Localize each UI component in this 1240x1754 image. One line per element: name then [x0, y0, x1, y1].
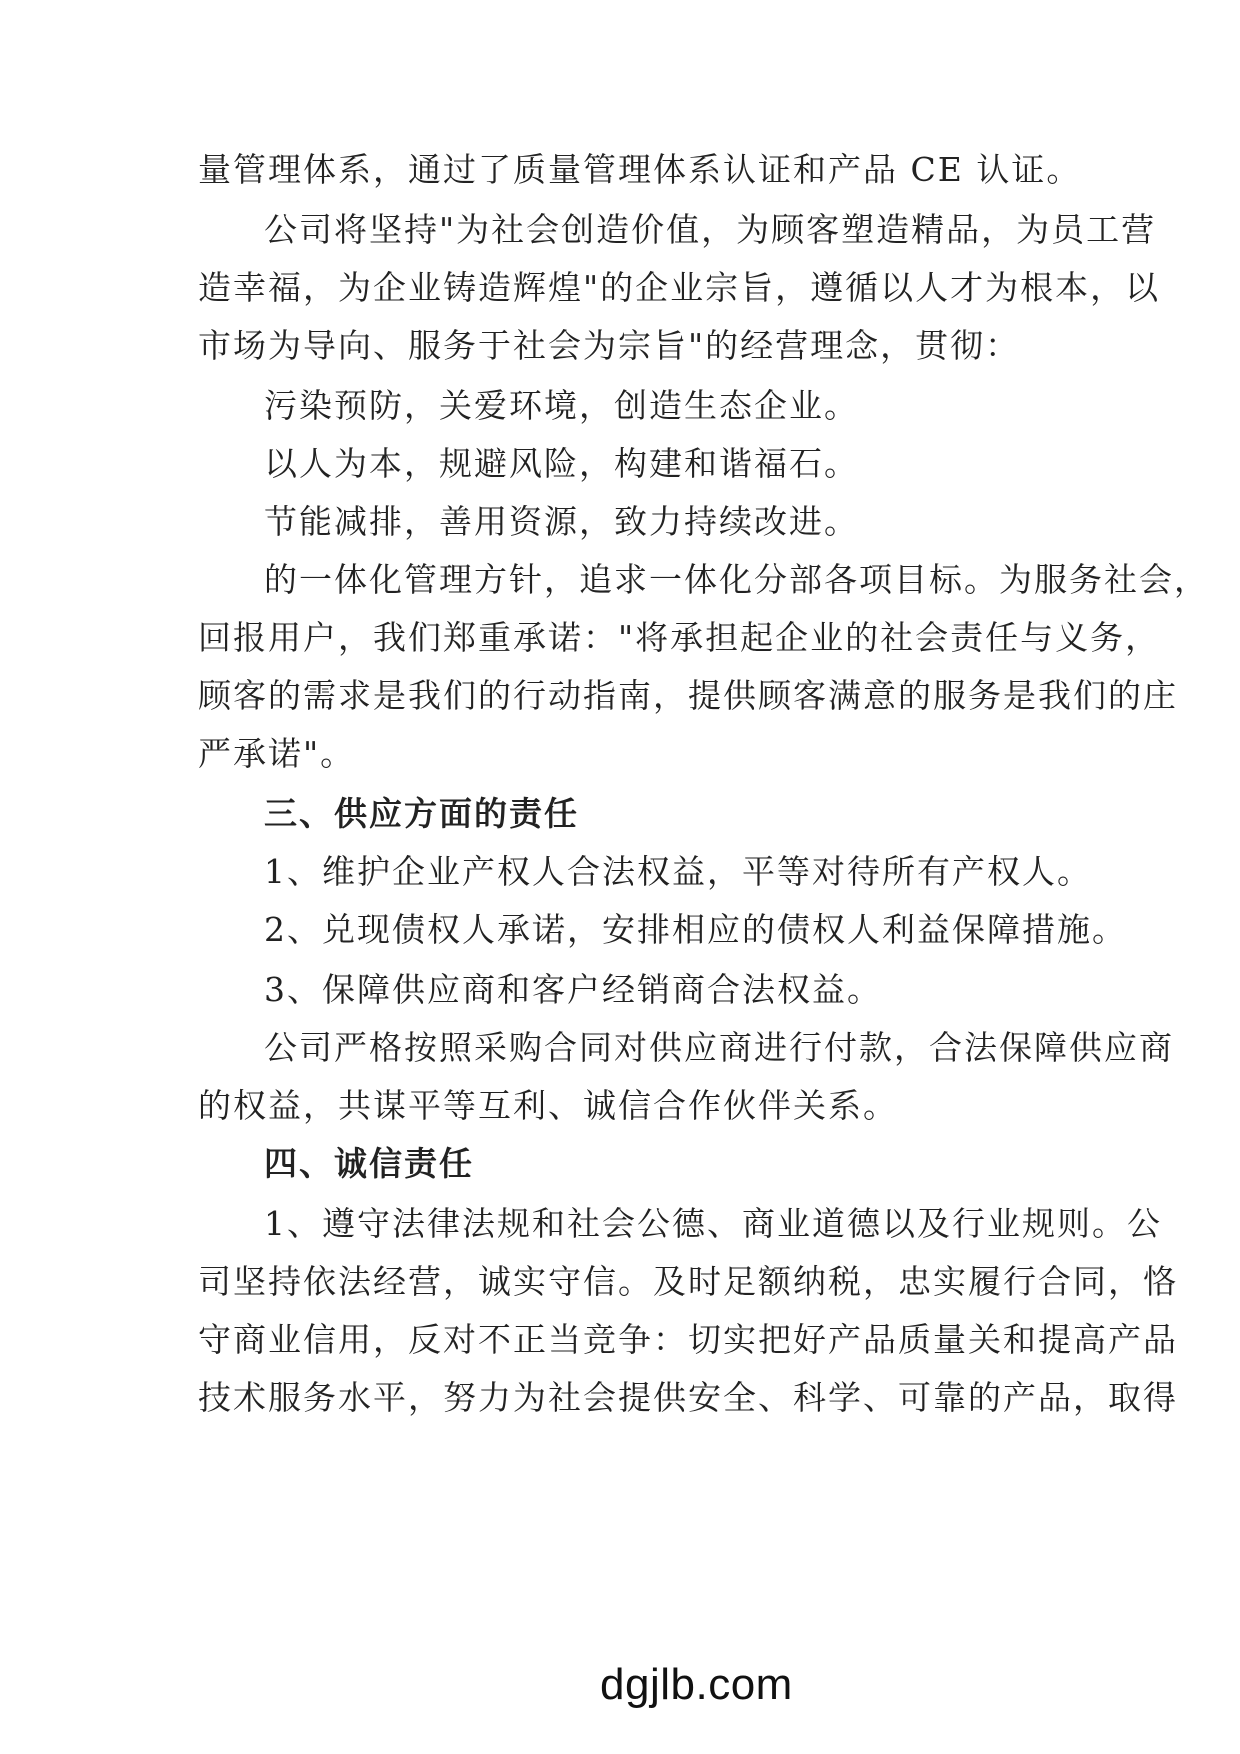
paragraph-line: 以人为本，规避风险，构建和谐福石。: [264, 444, 859, 483]
paragraph-line: 的一体化管理方针，追求一体化分部各项目标。为服务社会，: [264, 560, 1209, 599]
paragraph-line: 技术服务水平，努力为社会提供安全、科学、可靠的产品，取得: [198, 1378, 1178, 1417]
paragraph-line: 节能减排，善用资源，致力持续改进。: [264, 502, 859, 541]
paragraph-line: 回报用户，我们郑重承诺："将承担起企业的社会责任与义务，: [198, 618, 1161, 657]
section-heading: 三、供应方面的责任: [264, 794, 579, 833]
list-item: 3、保障供应商和客户经销商合法权益。: [264, 970, 882, 1009]
list-item: 1、遵守法律法规和社会公德、商业道德以及行业规则。公: [264, 1204, 1162, 1243]
paragraph-line: 顾客的需求是我们的行动指南，提供顾客满意的服务是我们的庄: [198, 676, 1178, 715]
list-item: 2、兑现债权人承诺，安排相应的债权人利益保障措施。: [264, 910, 1127, 949]
paragraph-line: 造幸福，为企业铸造辉煌"的企业宗旨，遵循以人才为根本，以: [198, 268, 1161, 307]
paragraph-line: 司坚持依法经营，诚实守信。及时足额纳税，忠实履行合同，恪: [198, 1262, 1178, 1301]
section-heading: 四、诚信责任: [264, 1144, 474, 1183]
paragraph-line: 严承诺"。: [198, 734, 356, 773]
paragraph-line: 的权益，共谋平等互利、诚信合作伙伴关系。: [198, 1086, 898, 1125]
paragraph-line: 公司严格按照采购合同对供应商进行付款，合法保障供应商: [264, 1028, 1174, 1067]
site-watermark: dgjlb.com: [600, 1660, 793, 1709]
paragraph-line: 污染预防，关爱环境，创造生态企业。: [264, 386, 859, 425]
paragraph-line: 公司将坚持"为社会创造价值，为顾客塑造精品，为员工营: [264, 210, 1157, 249]
list-item: 1、维护企业产权人合法权益，平等对待所有产权人。: [264, 852, 1092, 891]
paragraph-line: 守商业信用，反对不正当竞争：切实把好产品质量关和提高产品: [198, 1320, 1178, 1359]
paragraph-line: 量管理体系，通过了质量管理体系认证和产品 CE 认证。: [198, 150, 1082, 189]
paragraph-line: 市场为导向、服务于社会为宗旨"的经营理念，贯彻：: [198, 326, 1021, 365]
